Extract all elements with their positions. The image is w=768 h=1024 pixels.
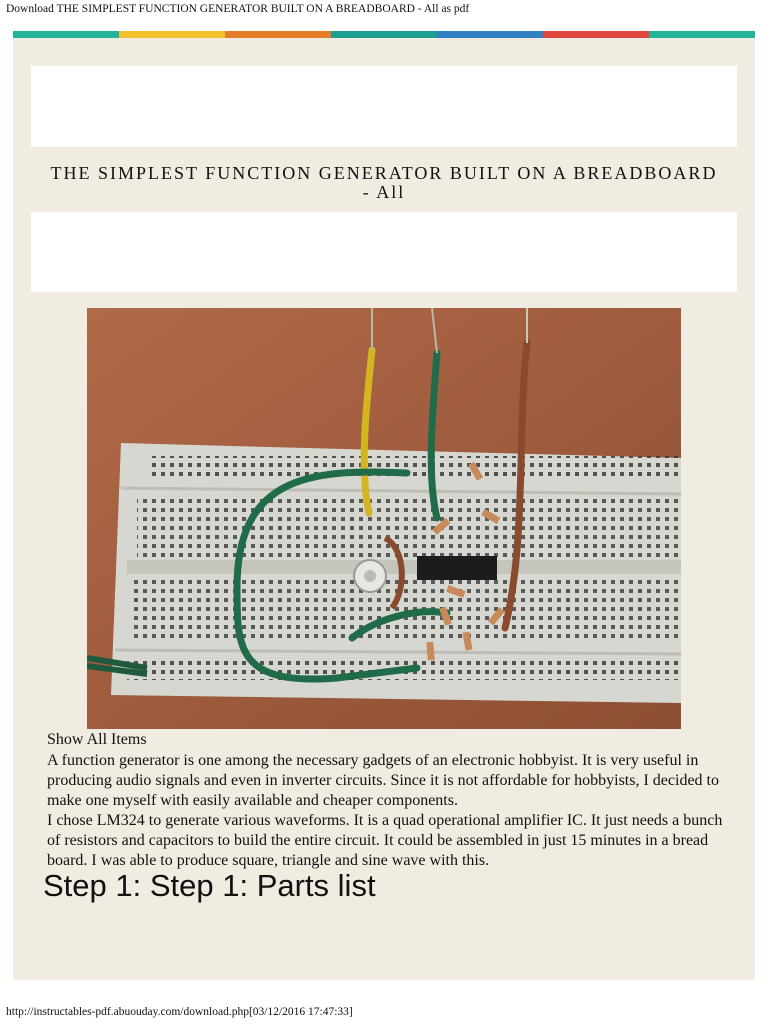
content-area bbox=[13, 38, 755, 980]
color-strip-segment bbox=[331, 31, 437, 38]
color-strip-segment bbox=[13, 31, 119, 38]
intro-paragraph-1: A function generator is one among the necessary gadgets of an electronic hobbyist. It is very useful in producing audio signals and even in inverter circuits. Since it is not affordable for hobbyists, I decided to make one myself with easily available and cheaper components. bbox=[47, 752, 719, 809]
ad-placeholder-bottom bbox=[31, 212, 737, 292]
project-title bbox=[31, 164, 737, 202]
intro-text bbox=[47, 751, 737, 871]
step-title: Step 1: Step 1: Parts list bbox=[43, 868, 376, 903]
show-all-items-link[interactable]: Show All Items bbox=[47, 731, 147, 748]
color-strip bbox=[13, 31, 755, 38]
ad-placeholder-top bbox=[31, 66, 737, 147]
document-header: Download THE SIMPLEST FUNCTION GENERATOR BUILT ON A BREADBOARD - All as pdf bbox=[6, 3, 470, 15]
document-footer: http://instructables-pdf.abuouday.com/download.php[03/12/2016 17:47:33] bbox=[6, 1006, 353, 1018]
color-strip-segment bbox=[119, 31, 225, 38]
color-strip-segment bbox=[225, 31, 331, 38]
breadboard-photo bbox=[87, 308, 681, 729]
project-title-line1: THE SIMPLEST FUNCTION GENERATOR BUILT ON A BREADBOARD bbox=[50, 163, 718, 183]
color-strip-segment bbox=[649, 31, 755, 38]
color-strip-segment bbox=[437, 31, 543, 38]
color-strip-segment bbox=[543, 31, 649, 38]
project-title-line2: - All bbox=[362, 182, 406, 202]
intro-paragraph-2: I chose LM324 to generate various waveforms. It is a quad operational amplifier IC. It just needs a bunch of resistors and capacitors to build the entire circuit. It could be assembled in just 15 minutes in a bread board. I was able to produce square, triangle and sine wave with this. bbox=[47, 812, 723, 869]
